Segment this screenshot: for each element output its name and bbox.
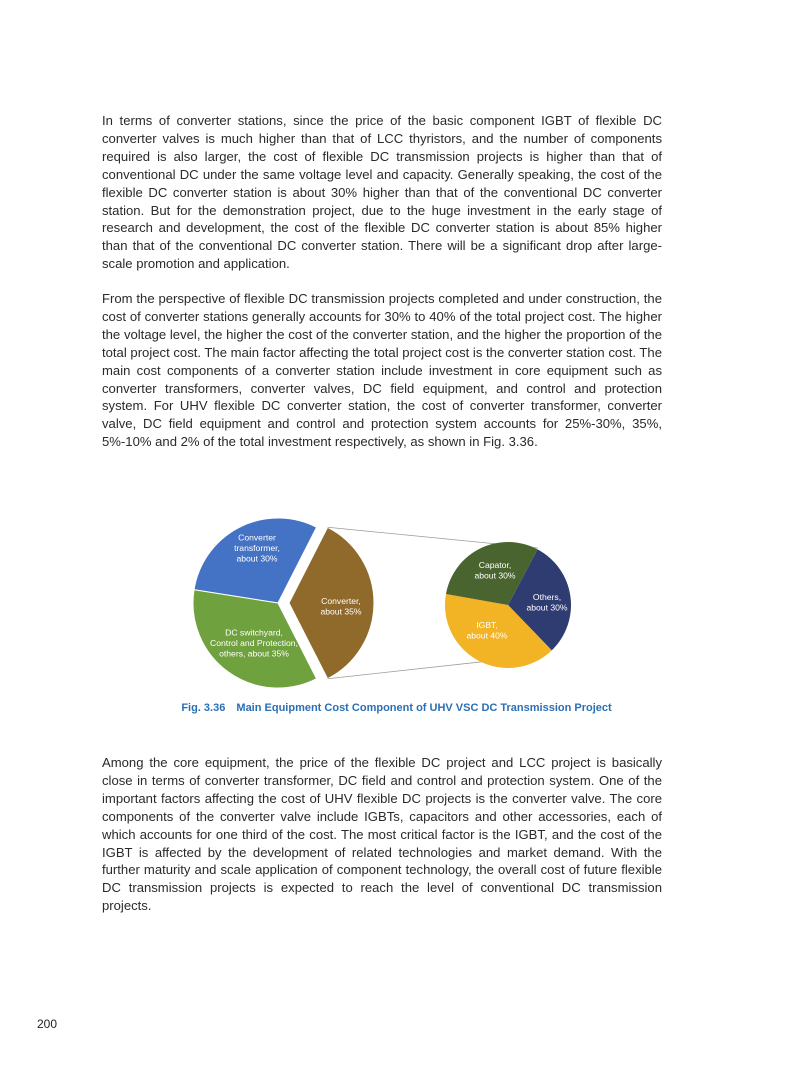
paragraph-core-equipment: Among the core equipment, the price of the flexible DC project and LCC project is basically close in terms of converter transformer, DC field and control and protection system. One of the important factors affecting the cost of UHV flexible DC projects is the converter valve. The core components of the converter valve include IGBTs, capacitors and other accessories, each of which accounts for one third of the cost. The most critical factor is the IGBT, and the cost of the IGBT is affected by the development of related technologies and market demand. With the further maturity and scale application of component technology, the overall cost of future flexible DC transmission projects is expected to reach the level of conventional DC transmission projects. <box>102 755 662 914</box>
pie-slice-capator-label: Capator, about 30% <box>474 559 516 581</box>
paragraph-cost-components: From the perspective of flexible DC transmission projects completed and under construction, the cost of converter stations generally accounts for 30% to 40% of the total project cost. The higher the voltage level, the higher the cost of the converter station, and the higher the proportion of the total project cost. The main factor affecting the total project cost is the converter station cost. The main cost components of a converter station include investment in core equipment such as converter transformers, converter valves, DC field equipment, and control and protection system. For UHV flexible DC converter station, the cost of converter transformer, converter valve, DC field equipment and control and protection system accounts for 25%-30%, 35%, 5%-10% and 2% of the total investment respectively, as shown in Fig. 3.36. <box>102 291 662 450</box>
pie-chart-svg <box>0 500 793 700</box>
figure-caption <box>0 702 793 714</box>
figure-pie-of-pie <box>0 500 793 700</box>
pie-slice-others-label: Others, about 30% <box>526 591 568 613</box>
pie-slice-converter-label: Converter, about 35% <box>320 595 362 617</box>
page-number: 200 <box>37 1017 58 1031</box>
paragraph-converter-station-cost: In terms of converter stations, since the price of the basic component IGBT of flexible DC converter valves is much higher than that of LCC thyristors, and the number of components required is also larger, the cost of flexible DC transmission projects is higher than that of conventional DC under the same voltage level and capacity. Generally speaking, the cost of the flexible DC converter station is about 30% higher than that of the conventional DC converter station. But for the demonstration project, due to the huge investment in the early stage of research and development, the cost of the flexible DC converter station is about 85% higher than that of the conventional DC converter station. There will be a significant drop after large-scale promotion and application. <box>102 113 662 272</box>
pie-slice-converter-transformer-label: Converter transformer, about 30% <box>234 532 280 564</box>
pie-slice-igbt-label: IGBT, about 40% <box>466 619 508 641</box>
figure-title: Main Equipment Cost Component of UHV VSC DC Transmission Project <box>236 702 612 714</box>
pie-slice-dc-switchyard-label: DC switchyard, Control and Protection, others, about 35% <box>210 627 298 659</box>
figure-number: Fig. 3.36 <box>181 702 226 714</box>
